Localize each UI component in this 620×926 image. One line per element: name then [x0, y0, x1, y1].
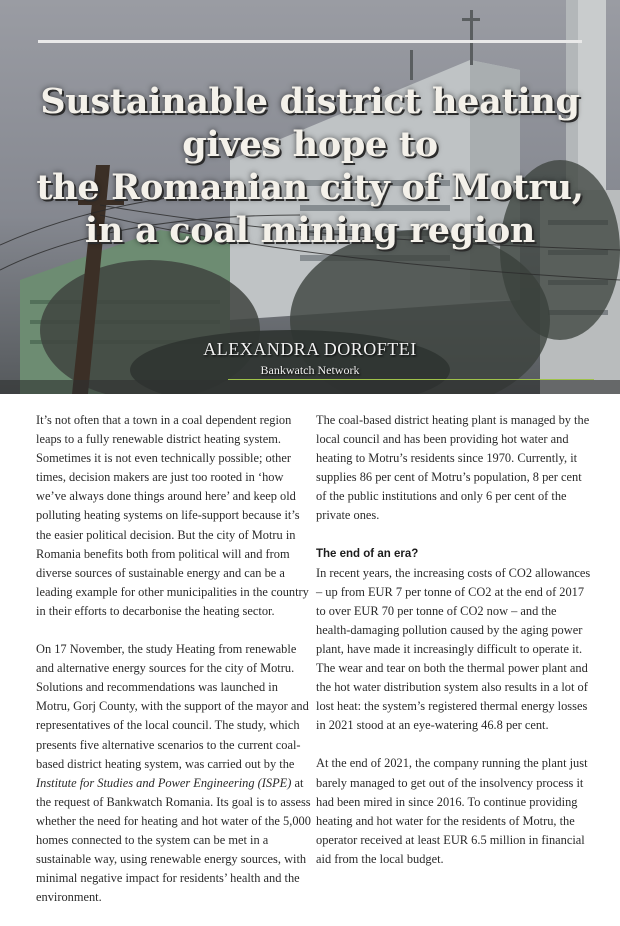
accent-rule	[228, 379, 594, 380]
paragraph: At the end of 2021, the company running the plant just barely managed to get out of the insolvency process it had been mired in since 2016. To continue providing heating and hot water for the residents of Motru, the operator received at least EUR 6.5 million in financial aid from the local budget.	[316, 756, 588, 866]
institute-name: Institute for Studies and Power Engineering (ISPE)	[36, 775, 292, 790]
author-name: ALEXANDRA DOROFTEI	[203, 339, 417, 359]
author-organization: Bankwatch Network	[260, 363, 360, 377]
paragraph: In recent years, the increasing costs of CO2 allowances – up from EUR 7 per tonne of CO2 at the end of 2017 to over EUR 70 per tonne of CO2 now – and the health-damaging pollution caused by the aging power plant, have made it increasingly difficult to operate it. The wear and tear on both the thermal power plant and the hot water distribution system also results in a lot of lost heat: the system’s registered thermal energy losses in 2021 stood at an eye-watering 46.8 per cent.	[316, 565, 591, 733]
top-rule	[38, 40, 582, 43]
paragraph-text: On 17 November, the study Heating from renewable and alternative energy sources for the city of Motru. Solutions and recommendations was launched in Motru, Gorj County, with the support of the mayor and representatives of the local council. The study, which presents five alternative scenarios to the current coal-based district heating system, was carried out by the	[36, 642, 309, 771]
title-line: the Romanian city of Motru,	[36, 167, 584, 208]
left-column	[36, 411, 312, 926]
title-line: gives hope to	[182, 124, 438, 165]
hero-photo	[0, 0, 620, 394]
paragraph: It’s not often that a town in a coal dependent region leaps to a fully renewable district heating system. Sometimes it is not even technically possible; other times, decision makers are just too rooted in ‘how we’ve always done things around here’ and keep old polluting heating systems on life-support because it’s the easier political decision. But the city of Motru in Romania benefits both from political will and from diverse sources of sustainable energy and can be a leading example for other municipalities in the country in their efforts to decarbonise the heating sector.	[36, 413, 309, 618]
right-column	[316, 411, 592, 888]
section-heading: The end of an era?	[316, 547, 419, 560]
paragraph: The coal-based district heating plant is managed by the local council and has been providing hot water and heating to Motru’s residents since 1970. Currently, it supplies 86 per cent of Motru’s population, 8 per cent of the public institutions and only 6 per cent of the private ones.	[316, 413, 590, 523]
title-line: Sustainable district heating	[40, 81, 580, 122]
paragraph	[36, 640, 312, 907]
article-title	[0, 80, 620, 252]
paragraph-text: at the request of Bankwatch Romania. Its goal is to assess whether the need for heating and hot water of the 5,000 homes connected to the system can be met in a sustainable way, using renewable energy sources, with minimal negative impact for residents’ health and the environment.	[36, 775, 311, 905]
title-line: in a coal mining region	[84, 210, 536, 251]
